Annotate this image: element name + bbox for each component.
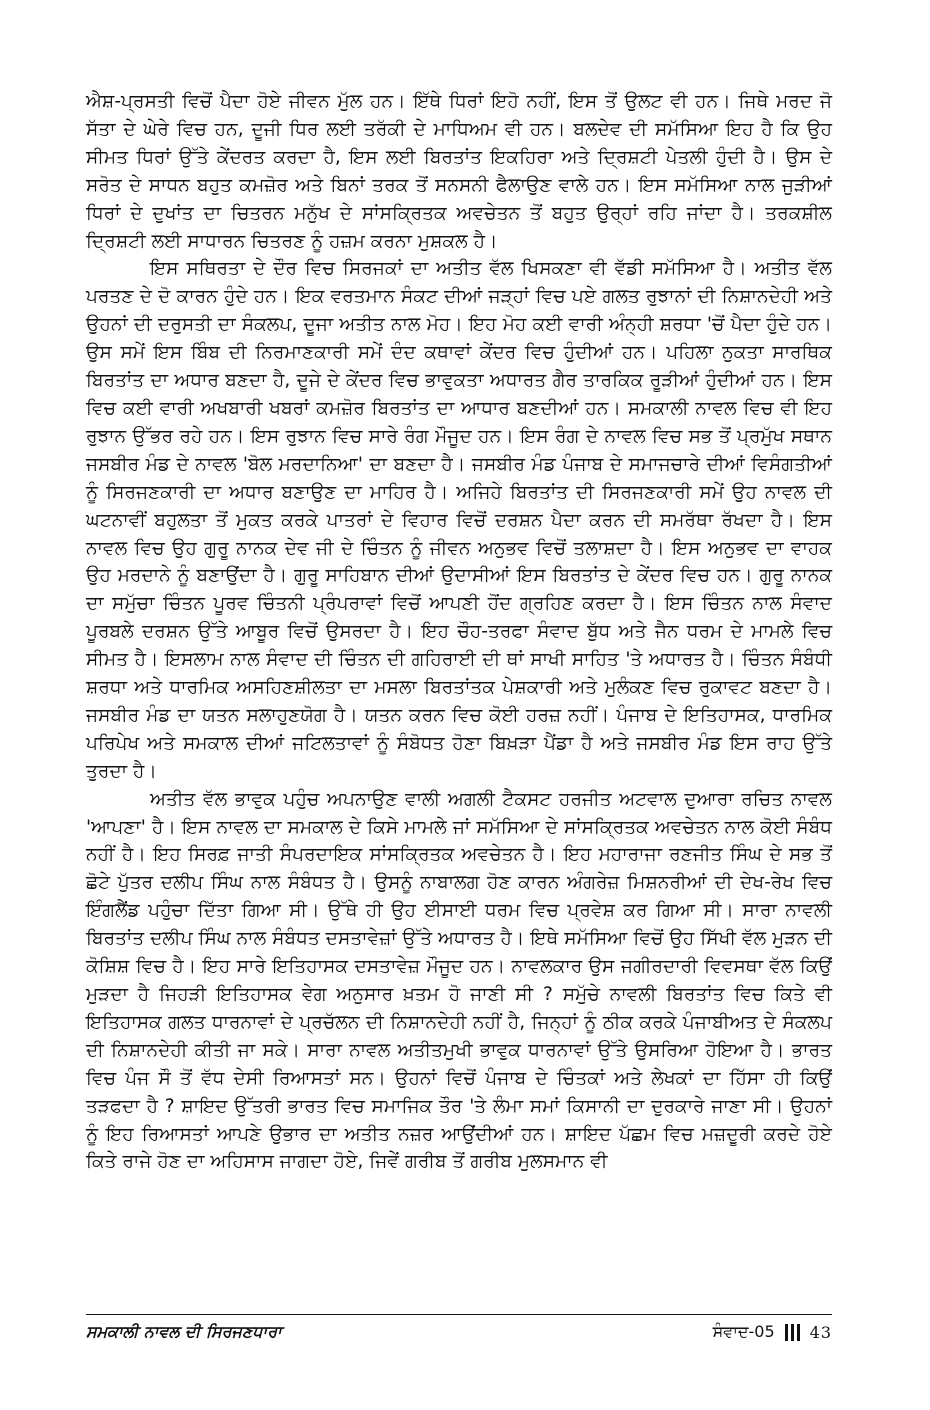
footer-right (713, 1322, 832, 1342)
page-number: 43 (809, 1322, 832, 1342)
journal-name: ਸੰਵਾਦ-05 (712, 1322, 775, 1341)
footer-rule (86, 1314, 832, 1315)
body-text (86, 88, 832, 1176)
bars-ornament-icon (785, 1323, 800, 1341)
paragraph-1: ਐਸ਼-ਪ੍ਰਸਤੀ ਵਿਚੋਂ ਪੈਦਾ ਹੋਏ ਜੀਵਨ ਮੁੱਲ ਹਨ। ਇੱਥੇ ਧਿਰਾਂ ਇਹੋ ਨਹੀਂ, ਇਸ ਤੋਂ ਉਲਟ ਵੀ ਹਨ। ਜਿਥੇ ਮਰਦ ਜੋ ਸੱਤਾ ਦੇ ਘੇਰੇ ਵਿਚ ਹਨ, ਦੂਜੀ ਧਿਰ ਲਈ ਤਰੱਕੀ ਦੇ ਮਾਧਿਅਮ ਵੀ ਹਨ। ਬਲਦੇਵ ਦੀ ਸਮੱਸਿਆ ਇਹ ਹੈ ਕਿ ਉਹ ਸੀਮਤ ਧਿਰਾਂ ਉੱਤੇ ਕੇਂਦਰਤ ਕਰਦਾ ਹੈ, ਇਸ ਲਈ ਬਿਰਤਾਂਤ ਇਕਹਿਰਾ ਅਤੇ ਦ੍ਰਿਸ਼ਟੀ ਪੇਤਲੀ ਹੁੰਦੀ ਹੈ। ਉਸ ਦੇ ਸਰੋਤ ਦੇ ਸਾਧਨ ਬਹੁਤ ਕਮਜ਼ੋਰ ਅਤੇ ਬਿਨਾਂ ਤਰਕ ਤੋਂ ਸਨਸਨੀ ਫੈਲਾਉਣ ਵਾਲੇ ਹਨ। ਇਸ ਸਮੱਸਿਆ ਨਾਲ ਜੁੜੀਆਂ ਧਿਰਾਂ ਦੇ ਦੁਖਾਂਤ ਦਾ ਚਿਤਰਨ ਮਨੁੱਖ ਦੇ ਸਾਂਸਕ੍ਰਿਤਕ ਅਵਚੇਤਨ ਤੋਂ ਬਹੁਤ ਉਰ੍ਹਾਂ ਰਹਿ ਜਾਂਦਾ ਹੈ। ਤਰਕਸ਼ੀਲ ਦ੍ਰਿਸ਼ਟੀ ਲਈ ਸਾਧਾਰਨ ਚਿਤਰਣ ਨੂੰ ਹਜ਼ਮ ਕਰਨਾ ਮੁਸ਼ਕਲ ਹੈ। (86, 91, 832, 252)
running-title: ਸਮਕਾਲੀ ਨਾਵਲ ਦੀ ਸਿਰਜਣਧਾਰਾ (86, 1322, 282, 1341)
paragraph-3: ਅਤੀਤ ਵੱਲ ਭਾਵੁਕ ਪਹੁੰਚ ਅਪਨਾਉਣ ਵਾਲੀ ਅਗਲੀ ਟੈਕਸਟ ਹਰਜੀਤ ਅਟਵਾਲ ਦੁਆਰਾ ਰਚਿਤ ਨਾਵਲ 'ਆਪਣਾ' ਹੈ। ਇਸ ਨਾਵਲ ਦਾ ਸਮਕਾਲ ਦੇ ਕਿਸੇ ਮਾਮਲੇ ਜਾਂ ਸਮੱਸਿਆ ਦੇ ਸਾਂਸਕ੍ਰਿਤਕ ਅਵਚੇਤਨ ਨਾਲ ਕੋਈ ਸੰਬੰਧ ਨਹੀਂ ਹੈ। ਇਹ ਸਿਰਫ਼ ਜਾਤੀ ਸੰਪਰਦਾਇਕ ਸਾਂਸਕ੍ਰਿਤਕ ਅਵਚੇਤਨ ਹੈ। ਇਹ ਮਹਾਰਾਜਾ ਰਣਜੀਤ ਸਿੰਘ ਦੇ ਸਭ ਤੋਂ ਛੋਟੇ ਪੁੱਤਰ ਦਲੀਪ ਸਿੰਘ ਨਾਲ ਸੰਬੰਧਤ ਹੈ। ਉਸਨੂੰ ਨਾਬਾਲਗ ਹੋਣ ਕਾਰਨ ਅੰਗਰੇਜ਼ ਮਿਸ਼ਨਰੀਆਂ ਦੀ ਦੇਖ-ਰੇਖ ਵਿਚ ਇੰਗਲੈਂਡ ਪਹੁੰਚਾ ਦਿੱਤਾ ਗਿਆ ਸੀ। ਉੱਥੇ ਹੀ ਉਹ ਈਸਾਈ ਧਰਮ ਵਿਚ ਪ੍ਰਵੇਸ਼ ਕਰ ਗਿਆ ਸੀ। ਸਾਰਾ ਨਾਵਲੀ ਬਿਰਤਾਂਤ ਦਲੀਪ ਸਿੰਘ ਨਾਲ ਸੰਬੰਧਤ ਦਸਤਾਵੇਜ਼ਾਂ ਉੱਤੇ ਅਧਾਰਤ ਹੈ। ਇਥੇ ਸਮੱਸਿਆ ਵਿਚੋਂ ਉਹ ਸਿੱਖੀ ਵੱਲ ਮੁੜਨ ਦੀ ਕੋਸ਼ਿਸ਼ ਵਿਚ ਹੈ। ਇਹ ਸਾਰੇ ਇਤਿਹਾਸਕ ਦਸਤਾਵੇਜ਼ ਮੌਜੂਦ ਹਨ। ਨਾਵਲਕਾਰ ਉਸ ਜਗੀਰਦਾਰੀ ਵਿਵਸਥਾ ਵੱਲ ਕਿਉਂ ਮੁੜਦਾ ਹੈ ਜਿਹੜੀ ਇਤਿਹਾਸਕ ਵੇਗ ਅਨੁਸਾਰ ਖ਼ਤਮ ਹੋ ਜਾਣੀ ਸੀ ? ਸਮੁੱਚੇ ਨਾਵਲੀ ਬਿਰਤਾਂਤ ਵਿਚ ਕਿਤੇ ਵੀ ਇਤਿਹਾਸਕ ਗਲਤ ਧਾਰਨਾਵਾਂ ਦੇ ਪ੍ਰਚੱਲਨ ਦੀ ਨਿਸ਼ਾਨਦੇਹੀ ਨਹੀਂ ਹੈ, ਜਿਨ੍ਹਾਂ ਨੂੰ ਠੀਕ ਕਰਕੇ ਪੰਜਾਬੀਅਤ ਦੇ ਸੰਕਲਪ ਦੀ ਨਿਸ਼ਾਨਦੇਹੀ ਕੀਤੀ ਜਾ ਸਕੇ। ਸਾਰਾ ਨਾਵਲ ਅਤੀਤਮੁਖੀ ਭਾਵੁਕ ਧਾਰਨਾਵਾਂ ਉੱਤੇ ਉਸਰਿਆ ਹੋਇਆ ਹੈ। ਭਾਰਤ ਵਿਚ ਪੰਜ ਸੌ ਤੋਂ ਵੱਧ ਦੇਸੀ ਰਿਆਸਤਾਂ ਸਨ। ਉਹਨਾਂ ਵਿਚੋਂ ਪੰਜਾਬ ਦੇ ਚਿੰਤਕਾਂ ਅਤੇ ਲੇਖਕਾਂ ਦਾ ਹਿੱਸਾ ਹੀ ਕਿਉਂ ਤੜਫਦਾ ਹੈ ? ਸ਼ਾਇਦ ਉੱਤਰੀ ਭਾਰਤ ਵਿਚ ਸਮਾਜਿਕ ਤੌਰ 'ਤੇ ਲੰਮਾ ਸਮਾਂ ਕਿਸਾਨੀ ਦਾ ਦੁਰਕਾਰੇ ਜਾਣਾ ਸੀ। ਉਹਨਾਂ ਨੂੰ ਇਹ ਰਿਆਸਤਾਂ ਆਪਣੇ ਉਭਾਰ ਦਾ ਅਤੀਤ ਨਜ਼ਰ ਆਉਂਦੀਆਂ ਹਨ। ਸ਼ਾਇਦ ਪੱਛਮ ਵਿਚ ਮਜ਼ਦੂਰੀ ਕਰਦੇ ਹੋਏ ਕਿਤੇ ਰਾਜੇ ਹੋਣ ਦਾ ਅਹਿਸਾਸ ਜਾਗਦਾ ਹੋਏ, ਜਿਵੇਂ ਗਰੀਬ ਤੋਂ ਗਰੀਬ ਮੁਲਸਮਾਨ ਵੀ (86, 788, 832, 1173)
paragraph-2: ਇਸ ਸਥਿਰਤਾ ਦੇ ਦੌਰ ਵਿਚ ਸਿਰਜਕਾਂ ਦਾ ਅਤੀਤ ਵੱਲ ਖਿਸਕਣਾ ਵੀ ਵੱਡੀ ਸਮੱਸਿਆ ਹੈ। ਅਤੀਤ ਵੱਲ ਪਰਤਣ ਦੇ ਦੋ ਕਾਰਨ ਹੁੰਦੇ ਹਨ। ਇਕ ਵਰਤਮਾਨ ਸੰਕਟ ਦੀਆਂ ਜੜ੍ਹਾਂ ਵਿਚ ਪਏ ਗਲਤ ਰੁਝਾਨਾਂ ਦੀ ਨਿਸ਼ਾਨਦੇਹੀ ਅਤੇ ਉਹਨਾਂ ਦੀ ਦਰੁਸਤੀ ਦਾ ਸੰਕਲਪ, ਦੂਜਾ ਅਤੀਤ ਨਾਲ ਮੋਹ। ਇਹ ਮੋਹ ਕਈ ਵਾਰੀ ਅੰਨ੍ਹੀ ਸ਼ਰਧਾ 'ਚੋਂ ਪੈਦਾ ਹੁੰਦੇ ਹਨ। ਉਸ ਸਮੇਂ ਇਸ ਬਿੰਬ ਦੀ ਨਿਰਮਾਣਕਾਰੀ ਸਮੇਂ ਦੰਦ ਕਥਾਵਾਂ ਕੇਂਦਰ ਵਿਚ ਹੁੰਦੀਆਂ ਹਨ। ਪਹਿਲਾ ਨੁਕਤਾ ਸਾਰਥਿਕ ਬਿਰਤਾਂਤ ਦਾ ਅਧਾਰ ਬਣਦਾ ਹੈ, ਦੂਜੇ ਦੇ ਕੇਂਦਰ ਵਿਚ ਭਾਵੁਕਤਾ ਅਧਾਰਤ ਗੈਰ ਤਾਰਕਿਕ ਰੂੜੀਆਂ ਹੁੰਦੀਆਂ ਹਨ। ਇਸ ਵਿਚ ਕਈ ਵਾਰੀ ਅਖਬਾਰੀ ਖਬਰਾਂ ਕਮਜ਼ੋਰ ਬਿਰਤਾਂਤ ਦਾ ਆਧਾਰ ਬਣਦੀਆਂ ਹਨ। ਸਮਕਾਲੀ ਨਾਵਲ ਵਿਚ ਵੀ ਇਹ ਰੁਝਾਨ ਉੱਭਰ ਰਹੇ ਹਨ। ਇਸ ਰੁਝਾਨ ਵਿਚ ਸਾਰੇ ਰੰਗ ਮੌਜੂਦ ਹਨ। ਇਸ ਰੰਗ ਦੇ ਨਾਵਲ ਵਿਚ ਸਭ ਤੋਂ ਪ੍ਰਮੁੱਖ ਸਥਾਨ ਜਸਬੀਰ ਮੰਡ ਦੇ ਨਾਵਲ 'ਬੋਲ ਮਰਦਾਨਿਆ' ਦਾ ਬਣਦਾ ਹੈ। ਜਸਬੀਰ ਮੰਡ ਪੰਜਾਬ ਦੇ ਸਮਾਜਚਾਰੇ ਦੀਆਂ ਵਿਸੰਗਤੀਆਂ ਨੂੰ ਸਿਰਜਣਕਾਰੀ ਦਾ ਅਧਾਰ ਬਣਾਉਣ ਦਾ ਮਾਹਿਰ ਹੈ। ਅਜਿਹੇ ਬਿਰਤਾਂਤ ਦੀ ਸਿਰਜਣਕਾਰੀ ਸਮੇਂ ਉਹ ਨਾਵਲ ਦੀ ਘਟਨਾਵੀਂ ਬਹੁਲਤਾ ਤੋਂ ਮੁਕਤ ਕਰਕੇ ਪਾਤਰਾਂ ਦੇ ਵਿਹਾਰ ਵਿਚੋਂ ਦਰਸ਼ਨ ਪੈਦਾ ਕਰਨ ਦੀ ਸਮਰੱਥਾ ਰੱਖਦਾ ਹੈ। ਇਸ ਨਾਵਲ ਵਿਚ ਉਹ ਗੁਰੂ ਨਾਨਕ ਦੇਵ ਜੀ ਦੇ ਚਿੰਤਨ ਨੂੰ ਜੀਵਨ ਅਨੁਭਵ ਵਿਚੋਂ ਤਲਾਸ਼ਦਾ ਹੈ। ਇਸ ਅਨੁਭਵ ਦਾ ਵਾਹਕ ਉਹ ਮਰਦਾਨੇ ਨੂੰ ਬਣਾਉਂਦਾ ਹੈ। ਗੁਰੂ ਸਾਹਿਬਾਨ ਦੀਆਂ ਉਦਾਸੀਆਂ ਇਸ ਬਿਰਤਾਂਤ ਦੇ ਕੇਂਦਰ ਵਿਚ ਹਨ। ਗੁਰੂ ਨਾਨਕ ਦਾ ਸਮੁੱਚਾ ਚਿੰਤਨ ਪੂਰਵ ਚਿੰਤਨੀ ਪ੍ਰੰਪਰਾਵਾਂ ਵਿਚੋਂ ਆਪਣੀ ਹੋਂਦ ਗ੍ਰਹਿਣ ਕਰਦਾ ਹੈ। ਇਸ ਚਿੰਤਨ ਨਾਲ ਸੰਵਾਦ ਪੂਰਬਲੇ ਦਰਸ਼ਨ ਉੱਤੇ ਆਬੂਰ ਵਿਚੋਂ ਉਸਰਦਾ ਹੈ। ਇਹ ਚੌਹ-ਤਰਫਾ ਸੰਵਾਦ ਬੁੱਧ ਅਤੇ ਜੈਨ ਧਰਮ ਦੇ ਮਾਮਲੇ ਵਿਚ ਸੀਮਤ ਹੈ। ਇਸਲਾਮ ਨਾਲ ਸੰਵਾਦ ਦੀ ਚਿੰਤਨ ਦੀ ਗਹਿਰਾਈ ਦੀ ਥਾਂ ਸਾਖੀ ਸਾਹਿਤ 'ਤੇ ਅਧਾਰਤ ਹੈ। ਚਿੰਤਨ ਸੰਬੰਧੀ ਸ਼ਰਧਾ ਅਤੇ ਧਾਰਮਿਕ ਅਸਹਿਣਸ਼ੀਲਤਾ ਦਾ ਮਸਲਾ ਬਿਰਤਾਂਤਕ ਪੇਸ਼ਕਾਰੀ ਅਤੇ ਮੁਲੰਕਣ ਵਿਚ ਰੁਕਾਵਟ ਬਣਦਾ ਹੈ। ਜਸਬੀਰ ਮੰਡ ਦਾ ਯਤਨ ਸਲਾਹੁਣਯੋਗ ਹੈ। ਯਤਨ ਕਰਨ ਵਿਚ ਕੋਈ ਹਰਜ਼ ਨਹੀਂ। ਪੰਜਾਬ ਦੇ ਇਤਿਹਾਸਕ, ਧਾਰਮਿਕ ਪਰਿਪੇਖ ਅਤੇ ਸਮਕਾਲ ਦੀਆਂ ਜਟਿਲਤਾਵਾਂ ਨੂੰ ਸੰਬੋਧਤ ਹੋਣਾ ਬਿਖ਼ੜਾ ਪੈਂਡਾ ਹੈ ਅਤੇ ਜਸਬੀਰ ਮੰਡ ਇਸ ਰਾਹ ਉੱਤੇ ਤੁਰਦਾ ਹੈ। (86, 258, 833, 782)
